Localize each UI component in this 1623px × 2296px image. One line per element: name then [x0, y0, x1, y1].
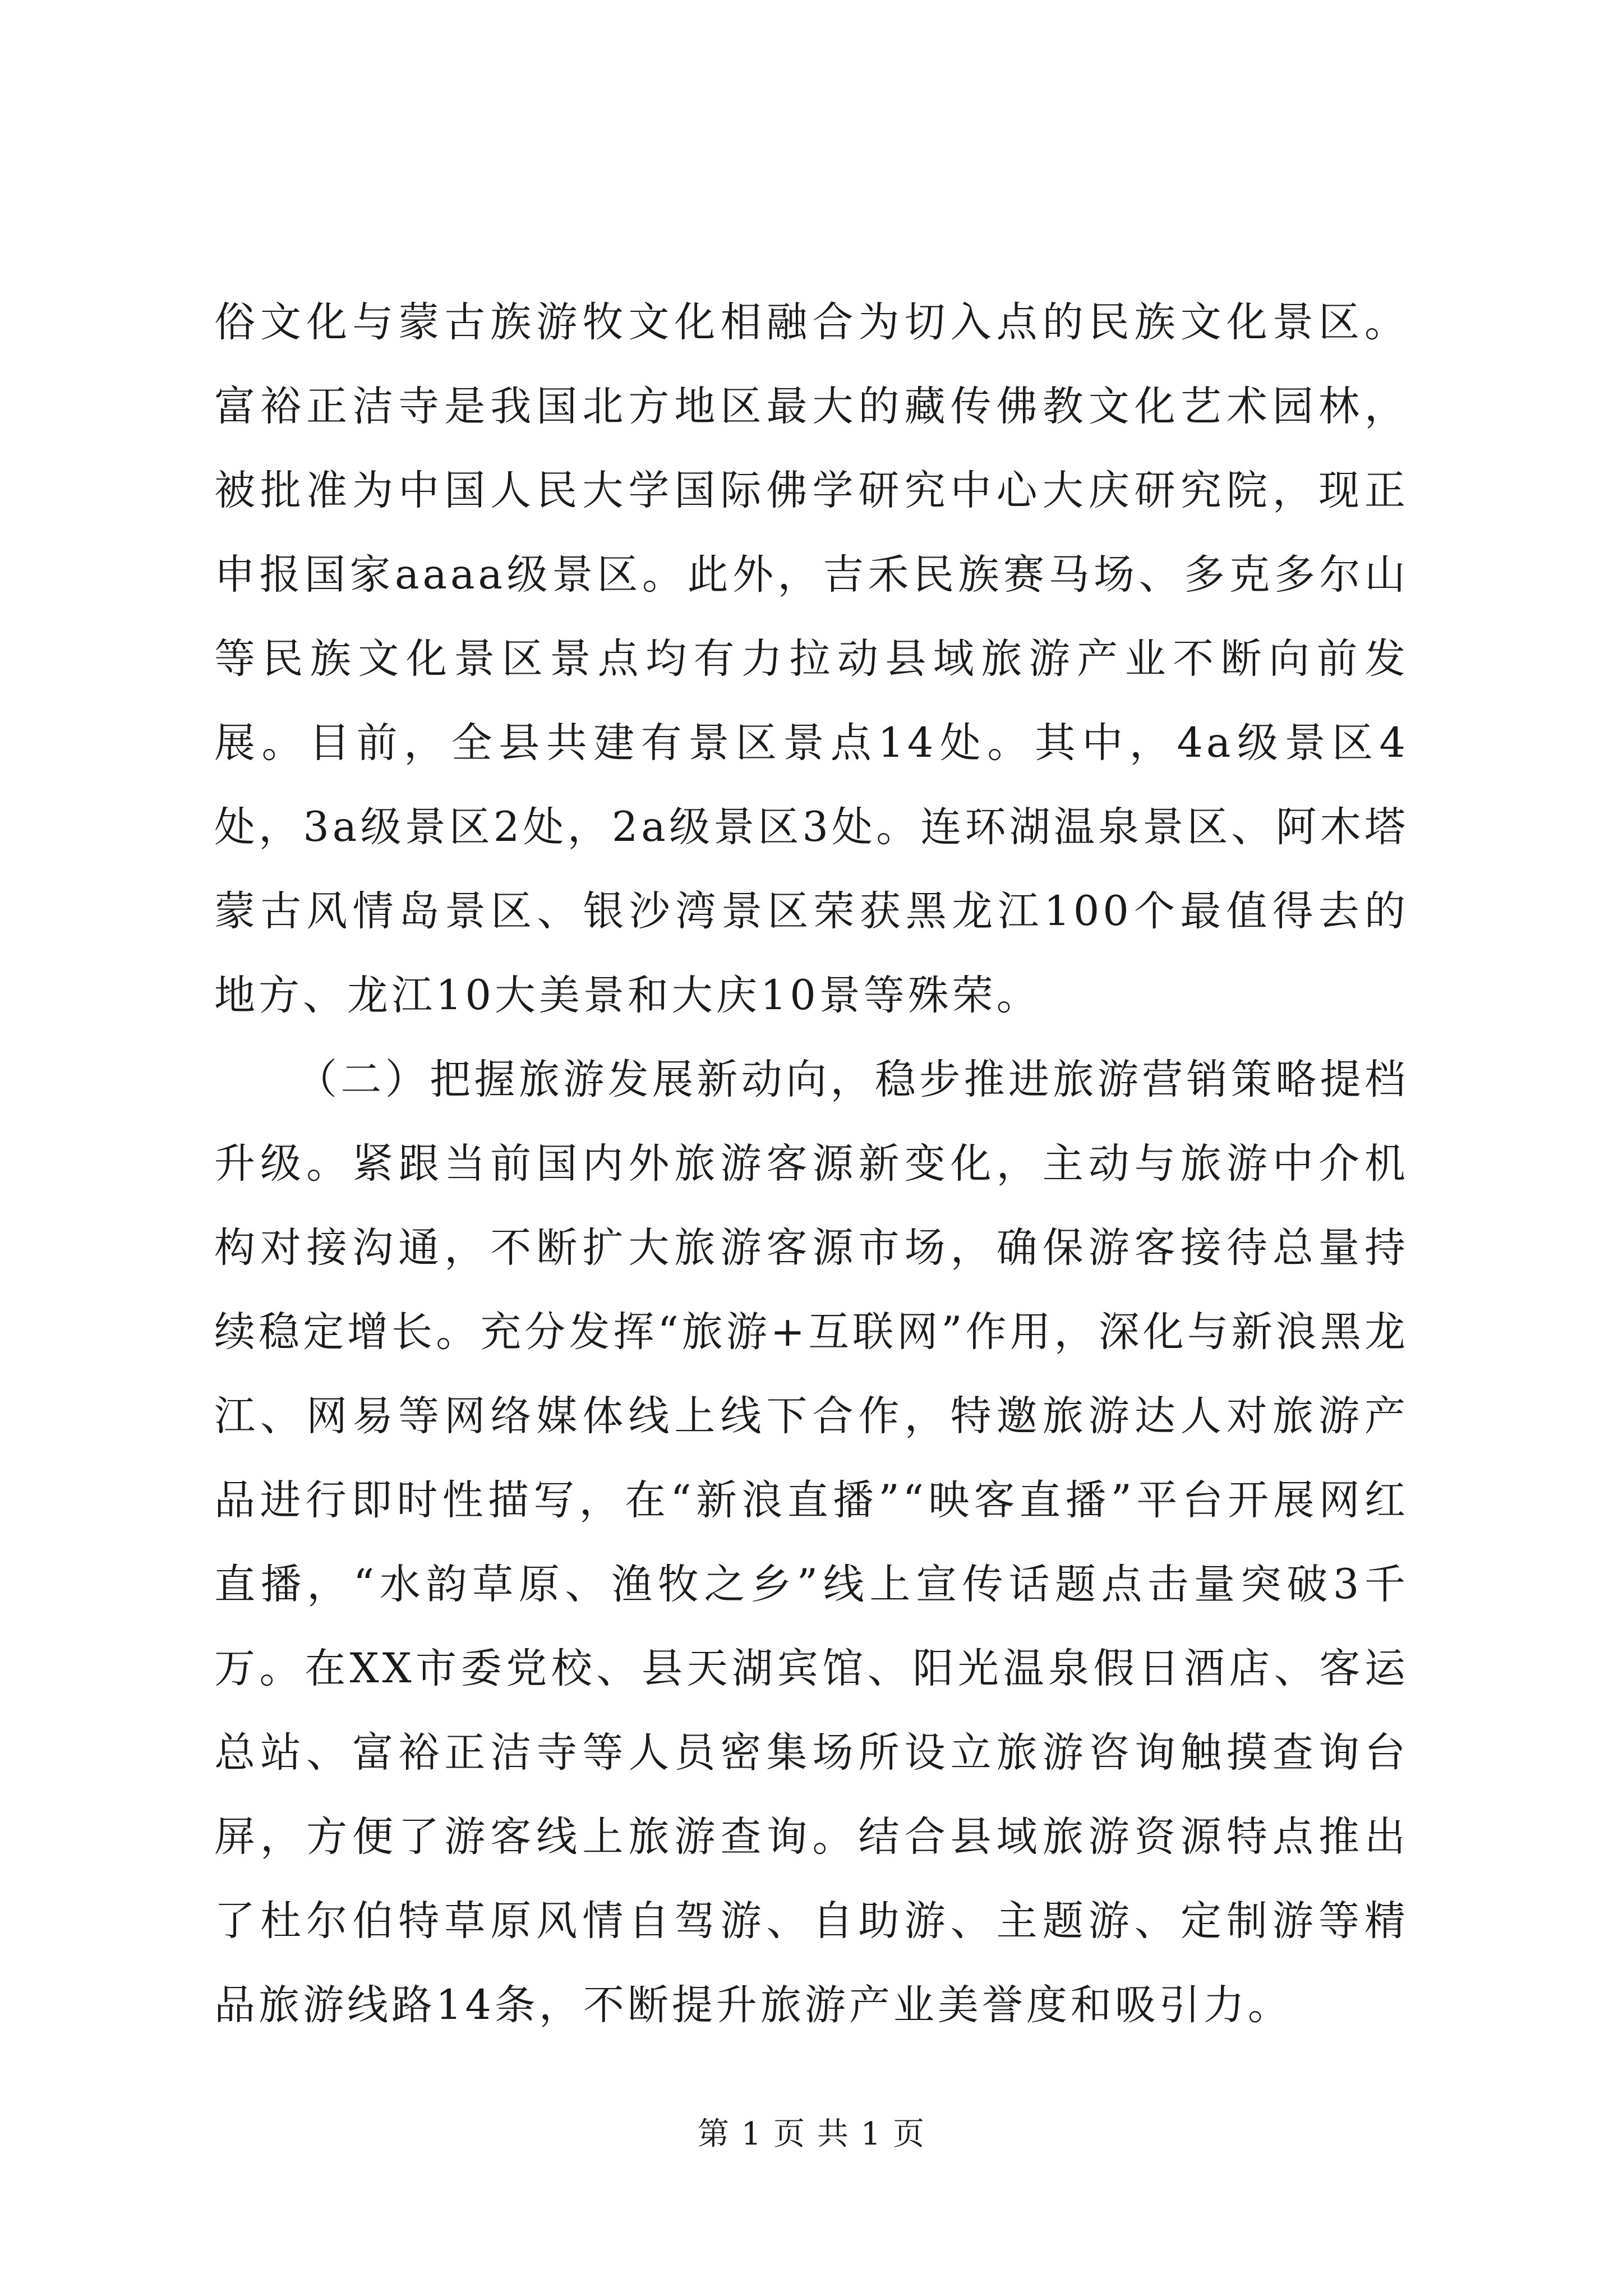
paragraph-tourism-marketing: （二）把握旅游发展新动向，稳步推进旅游营销策略提档升级。紧跟当前国内外旅游客源新变化，主动与旅游中介机构对接沟通，不断扩大旅游客源市场，确保游客接待总量持续稳定增长。充分发挥“旅游+互联网”作用，深化与新浪黑龙江、网易等网络媒体线上线下合作，特邀旅游达人对旅游产品进行即时性描写，在“新浪直播”“映客直播”平台开展网红直播，“水韵草原、渔牧之乡”线上宣传话题点击量突破3千万。在XX市委党校、县天湖宾馆、阳光温泉假日酒店、客运总站、富裕正洁寺等人员密集场所设立旅游咨询触摸查询台屏，方便了游客线上旅游查询。结合县域旅游资源特点推出了杜尔伯特草原风情自驾游、自助游、主题游、定制游等精品旅游线路14条，不断提升旅游产业美誉度和吸引力。	[214, 1056, 1409, 2029]
paragraph-scenic-areas: 俗文化与蒙古族游牧文化相融合为切入点的民族文化景区。富裕正洁寺是我国北方地区最大的藏传佛教文化艺术园林，被批准为中国人民大学国际佛学研究中心大庆研究院，现正申报国家aaaa级景区。此外，吉禾民族赛马场、多克多尔山等民族文化景区景点均有力拉动县域旅游产业不断向前发展。目前，全县共建有景区景点14处。其中，4a级景区4处，3a级景区2处，2a级景区3处。连环湖温泉景区、阿木塔蒙古风情岛景区、银沙湾景区荣获黑龙江100个最值得去的地方、龙江10大美景和大庆10景等殊荣。	[214, 298, 1409, 1019]
page-footer: 第 1 页 共 1 页	[697, 2116, 926, 2152]
document-body	[214, 280, 1409, 2047]
